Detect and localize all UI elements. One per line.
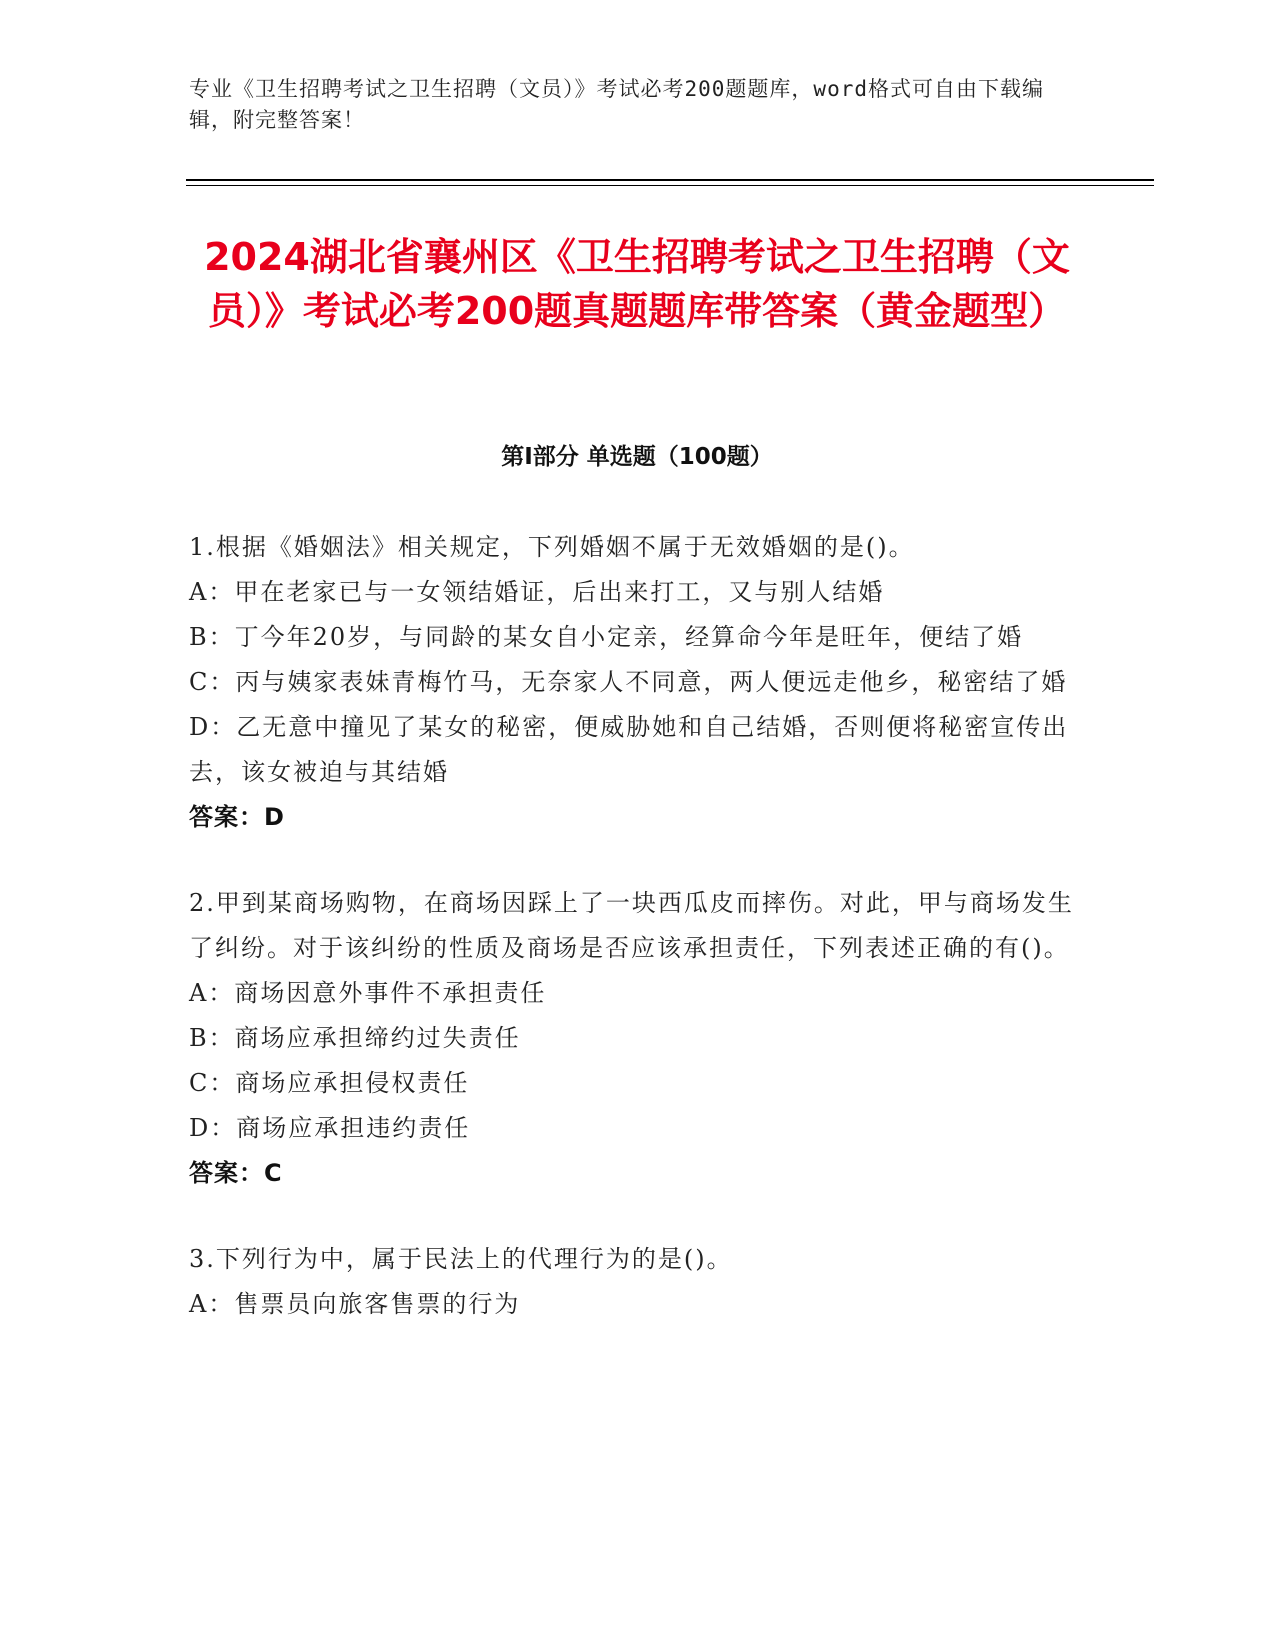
answer-label: 答案：C bbox=[189, 1159, 283, 1187]
section-title: 第Ⅰ部分 单选题（100题） bbox=[501, 444, 773, 470]
question-2 bbox=[189, 881, 1079, 1196]
question-list bbox=[189, 525, 1079, 1368]
option-b: B：丁今年20岁，与同龄的某女自小定亲，经算命今年是旺年，便结了婚 bbox=[189, 623, 1024, 651]
question-stem: 1.根据《婚姻法》相关规定，下列婚姻不属于无效婚姻的是()。 bbox=[189, 533, 915, 561]
question-stem: 2.甲到某商场购物，在商场因踩上了一块西瓜皮而摔伤。对此，甲与商场发生了纠纷。对于该纠纷的性质及商场是否应该承担责任，下列表述正确的有()。 bbox=[189, 889, 1074, 962]
option-d: D：乙无意中撞见了某女的秘密，便威胁她和自己结婚，否则便将秘密宣传出去，该女被迫与其结婚 bbox=[189, 713, 1069, 786]
option-b: B：商场应承担缔约过失责任 bbox=[189, 1024, 521, 1052]
header-divider-thick bbox=[186, 179, 1154, 181]
option-c: C：丙与姨家表妹青梅竹马，无奈家人不同意，两人便远走他乡，秘密结了婚 bbox=[189, 668, 1068, 696]
option-a: A：甲在老家已与一女领结婚证，后出来打工，又与别人结婚 bbox=[189, 578, 885, 606]
header-divider-thin bbox=[186, 185, 1154, 186]
question-stem: 3.下列行为中，属于民法上的代理行为的是()。 bbox=[189, 1245, 733, 1273]
question-3 bbox=[189, 1237, 1079, 1327]
option-a: A：商场因意外事件不承担责任 bbox=[189, 979, 547, 1007]
question-1 bbox=[189, 525, 1079, 840]
option-a: A：售票员向旅客售票的行为 bbox=[189, 1290, 521, 1318]
header-note: 专业《卫生招聘考试之卫生招聘（文员）》考试必考200题题库，word格式可自由下载编辑，附完整答案！ bbox=[189, 77, 1044, 132]
answer-label: 答案：D bbox=[189, 803, 285, 831]
option-c: C：商场应承担侵权责任 bbox=[189, 1069, 470, 1097]
document-title: 2024湖北省襄州区《卫生招聘考试之卫生招聘（文员）》考试必考200题真题题库带答案（黄金题型） bbox=[204, 235, 1070, 333]
option-d: D：商场应承担违约责任 bbox=[189, 1114, 471, 1142]
